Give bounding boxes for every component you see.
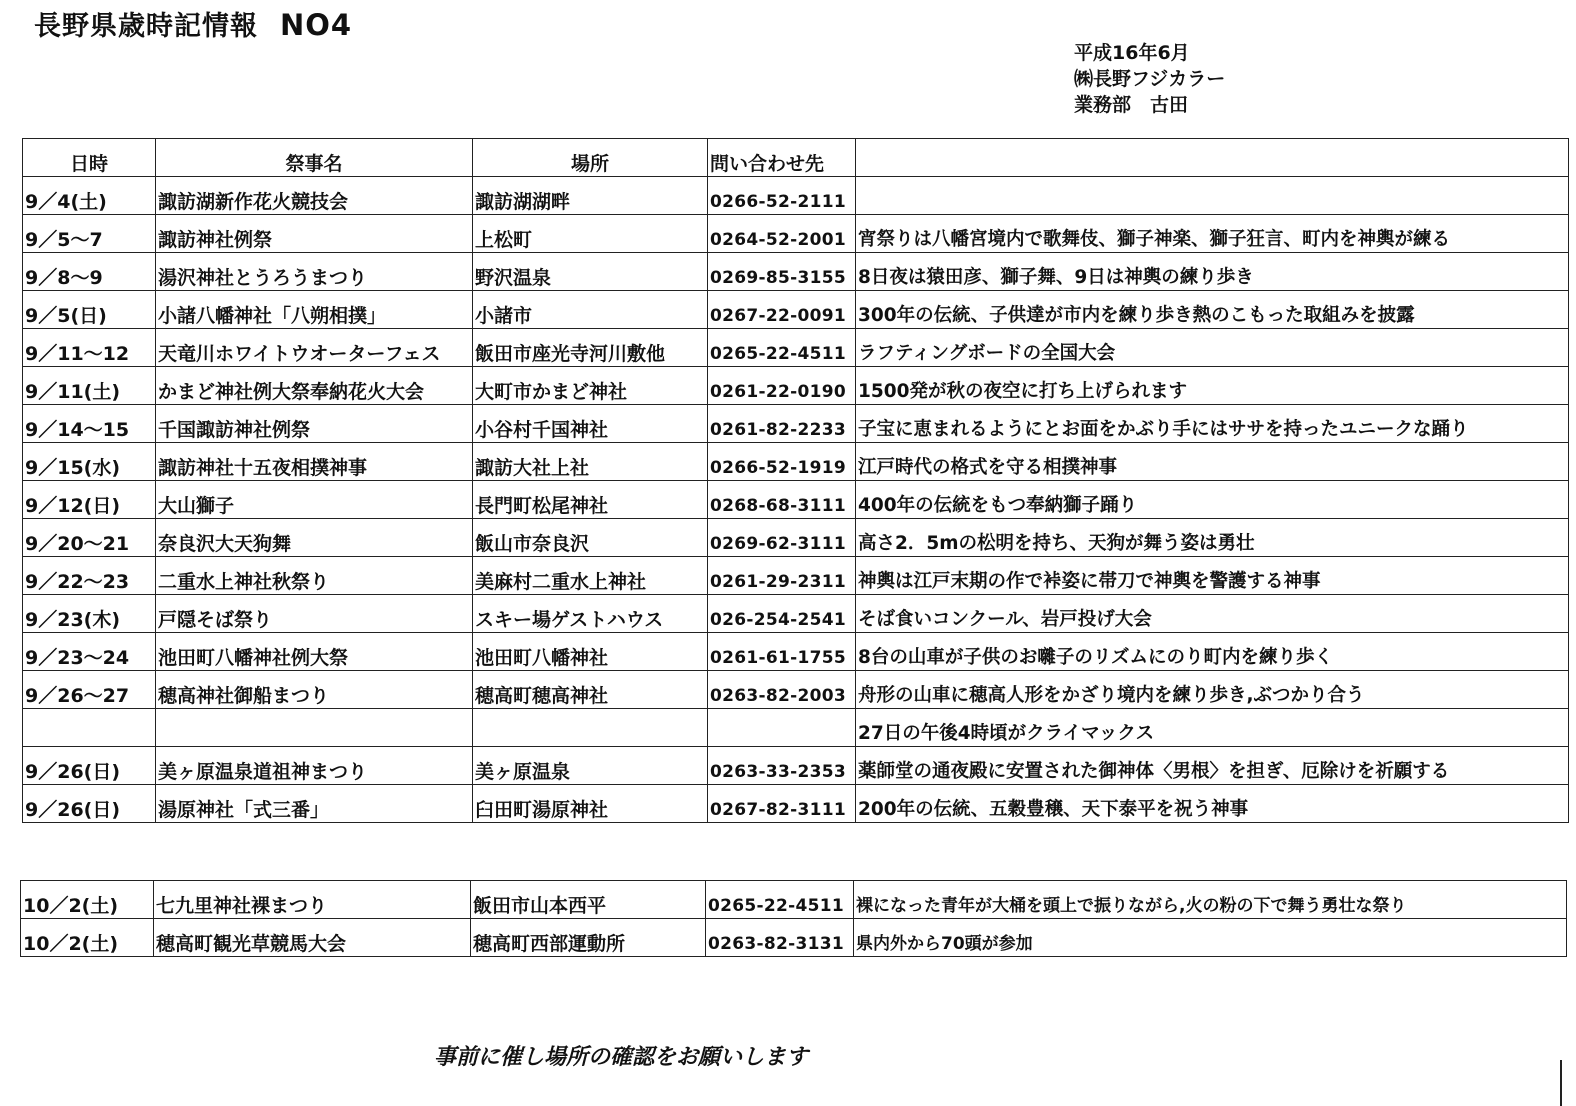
date-cell: 9／23～24: [23, 633, 156, 671]
event-name-cell: 諏訪神社十五夜相撲神事: [156, 443, 473, 481]
event-name-cell: 奈良沢大天狗舞: [156, 519, 473, 557]
date-cell: 10／2(土): [21, 881, 154, 919]
table-row: [23, 481, 1569, 519]
table-row: [23, 785, 1569, 823]
event-name-cell: 穂高町観光草競馬大会: [154, 919, 471, 957]
department-name: 業務部 古田: [1074, 94, 1189, 116]
title-text: 長野県歳時記情報: [34, 11, 258, 42]
issue-date: 平成16年6月: [1074, 42, 1190, 64]
date-cell: 9／26～27: [23, 671, 156, 709]
date-cell: 9／12(日): [23, 481, 156, 519]
event-name-cell: 戸隠そば祭り: [156, 595, 473, 633]
events-table-september: [22, 138, 1569, 823]
description-cell: そば食いコンクール、岩戸投げ大会: [856, 595, 1569, 633]
date-cell: 9／8～9: [23, 253, 156, 291]
date-cell: 9／14～15: [23, 405, 156, 443]
description-cell: 宵祭りは八幡宮境内で歌舞伎、獅子神楽、獅子狂言、町内を神輿が練る: [856, 215, 1569, 253]
description-cell: 県内外から70頭が参加: [854, 919, 1567, 957]
events-table-body-october: [21, 881, 1567, 957]
place-cell: 小谷村千国神社: [473, 405, 708, 443]
page-title: [34, 4, 352, 43]
date-cell: 9／11～12: [23, 329, 156, 367]
event-name-cell: 諏訪神社例祭: [156, 215, 473, 253]
place-cell: 野沢温泉: [473, 253, 708, 291]
table-row: [23, 557, 1569, 595]
contact-phone-cell: 0261-22-0190: [708, 367, 856, 405]
place-cell: 池田町八幡神社: [473, 633, 708, 671]
event-name-cell: 千国諏訪神社例祭: [156, 405, 473, 443]
description-cell: 高さ2．5mの松明を持ち、天狗が舞う姿は勇壮: [856, 519, 1569, 557]
column-header-date: 日時: [23, 139, 156, 177]
date-cell: 9／5(日): [23, 291, 156, 329]
description-cell: 裸になった青年が大桶を頭上で振りながら,火の粉の下で舞う勇壮な祭り: [854, 881, 1567, 919]
description-cell: ラフティングボードの全国大会: [856, 329, 1569, 367]
contact-phone-cell: 0268-68-3111: [708, 481, 856, 519]
place-cell: 諏訪湖湖畔: [473, 177, 708, 215]
event-name-cell: 七九里神社裸まつり: [154, 881, 471, 919]
column-header-place: 場所: [473, 139, 708, 177]
contact-phone-cell: 0263-82-3131: [706, 919, 854, 957]
event-name-cell: 池田町八幡神社例大祭: [156, 633, 473, 671]
contact-phone-cell: 0265-22-4511: [706, 881, 854, 919]
date-cell: 9／11(土): [23, 367, 156, 405]
contact-phone-cell: 0261-29-2311: [708, 557, 856, 595]
contact-phone-cell: 0263-82-2003: [708, 671, 856, 709]
event-name-cell: 諏訪湖新作花火競技会: [156, 177, 473, 215]
table-row: [23, 709, 1569, 747]
date-cell: 9／26(日): [23, 785, 156, 823]
description-cell: 神輿は江戸末期の作で裃姿に帯刀で神輿を警護する神事: [856, 557, 1569, 595]
column-header-event: 祭事名: [156, 139, 473, 177]
place-cell: 臼田町湯原神社: [473, 785, 708, 823]
date-cell: [23, 709, 156, 747]
date-cell: 9／20～21: [23, 519, 156, 557]
date-cell: 9／26(日): [23, 747, 156, 785]
contact-phone-cell: 0269-85-3155: [708, 253, 856, 291]
description-cell: 300年の伝統、子供達が市内を練り歩き熱のこもった取組みを披露: [856, 291, 1569, 329]
place-cell: 諏訪大社上社: [473, 443, 708, 481]
place-cell: 飯山市奈良沢: [473, 519, 708, 557]
event-name-cell: 湯原神社「式三番」: [156, 785, 473, 823]
event-name-cell: 天竜川ホワイトウオーターフェス: [156, 329, 473, 367]
table-row: [23, 671, 1569, 709]
events-table-body: [23, 177, 1569, 823]
footer-note: 事前に催し場所の確認をお願いします: [434, 1045, 809, 1070]
contact-phone-cell: 0261-82-2233: [708, 405, 856, 443]
table-row: [23, 443, 1569, 481]
document-meta: [1074, 40, 1225, 118]
event-name-cell: 美ヶ原温泉道祖神まつり: [156, 747, 473, 785]
description-cell: 400年の伝統をもつ奉納獅子踊り: [856, 481, 1569, 519]
description-cell: 舟形の山車に穂高人形をかざり境内を練り歩き,ぶつかり合う: [856, 671, 1569, 709]
contact-phone-cell: 0263-33-2353: [708, 747, 856, 785]
description-cell: 8日夜は猿田彦、獅子舞、9日は神輿の練り歩き: [856, 253, 1569, 291]
place-cell: 大町市かまど神社: [473, 367, 708, 405]
event-name-cell: 二重水上神社秋祭り: [156, 557, 473, 595]
page-edge-line: [1560, 1060, 1562, 1106]
contact-phone-cell: 026-254-2541: [708, 595, 856, 633]
table-row: [23, 329, 1569, 367]
place-cell: 長門町松尾神社: [473, 481, 708, 519]
table-header-row: [23, 139, 1569, 177]
place-cell: 美麻村二重水上神社: [473, 557, 708, 595]
column-header-contact: 問い合わせ先: [708, 139, 856, 177]
description-cell: [856, 177, 1569, 215]
company-name: ㈱長野フジカラー: [1074, 68, 1226, 90]
title-number: NO4: [280, 8, 353, 42]
place-cell: 上松町: [473, 215, 708, 253]
place-cell: スキー場ゲストハウス: [473, 595, 708, 633]
place-cell: 穂高町西部運動所: [471, 919, 706, 957]
table-row: [23, 405, 1569, 443]
event-name-cell: かまど神社例大祭奉納花火大会: [156, 367, 473, 405]
table-row: [23, 253, 1569, 291]
place-cell: 飯田市山本西平: [471, 881, 706, 919]
contact-phone-cell: [708, 709, 856, 747]
description-cell: 27日の午後4時頃がクライマックス: [856, 709, 1569, 747]
description-cell: 薬師堂の通夜殿に安置された御神体〈男根〉を担ぎ、厄除けを祈願する: [856, 747, 1569, 785]
table-row: [23, 367, 1569, 405]
contact-phone-cell: 0261-61-1755: [708, 633, 856, 671]
table-row: [23, 177, 1569, 215]
contact-phone-cell: 0266-52-1919: [708, 443, 856, 481]
description-cell: 1500発が秋の夜空に打ち上げられます: [856, 367, 1569, 405]
date-cell: 10／2(土): [21, 919, 154, 957]
events-table-october: [20, 880, 1567, 957]
table-row: [23, 633, 1569, 671]
place-cell: 飯田市座光寺河川敷他: [473, 329, 708, 367]
table-row: [23, 519, 1569, 557]
event-name-cell: 大山獅子: [156, 481, 473, 519]
contact-phone-cell: 0269-62-3111: [708, 519, 856, 557]
place-cell: 美ヶ原温泉: [473, 747, 708, 785]
event-name-cell: 小諸八幡神社「八朔相撲」: [156, 291, 473, 329]
column-header-description: [856, 139, 1569, 177]
table-row: [23, 747, 1569, 785]
event-name-cell: [156, 709, 473, 747]
event-name-cell: 湯沢神社とうろうまつり: [156, 253, 473, 291]
description-cell: 200年の伝統、五穀豊穣、天下泰平を祝う神事: [856, 785, 1569, 823]
description-cell: 子宝に恵まれるようにとお面をかぶり手にはササを持ったユニークな踊り: [856, 405, 1569, 443]
table-row: [21, 919, 1567, 957]
contact-phone-cell: 0267-22-0091: [708, 291, 856, 329]
table-row: [23, 215, 1569, 253]
contact-phone-cell: 0266-52-2111: [708, 177, 856, 215]
place-cell: [473, 709, 708, 747]
contact-phone-cell: 0264-52-2001: [708, 215, 856, 253]
place-cell: 穂高町穂高神社: [473, 671, 708, 709]
contact-phone-cell: 0265-22-4511: [708, 329, 856, 367]
date-cell: 9／23(木): [23, 595, 156, 633]
date-cell: 9／4(土): [23, 177, 156, 215]
event-name-cell: 穂高神社御船まつり: [156, 671, 473, 709]
place-cell: 小諸市: [473, 291, 708, 329]
description-cell: 江戸時代の格式を守る相撲神事: [856, 443, 1569, 481]
table-row: [21, 881, 1567, 919]
date-cell: 9／22～23: [23, 557, 156, 595]
date-cell: 9／5～7: [23, 215, 156, 253]
table-row: [23, 291, 1569, 329]
table-row: [23, 595, 1569, 633]
date-cell: 9／15(水): [23, 443, 156, 481]
contact-phone-cell: 0267-82-3111: [708, 785, 856, 823]
description-cell: 8台の山車が子供のお囃子のリズムにのり町内を練り歩く: [856, 633, 1569, 671]
